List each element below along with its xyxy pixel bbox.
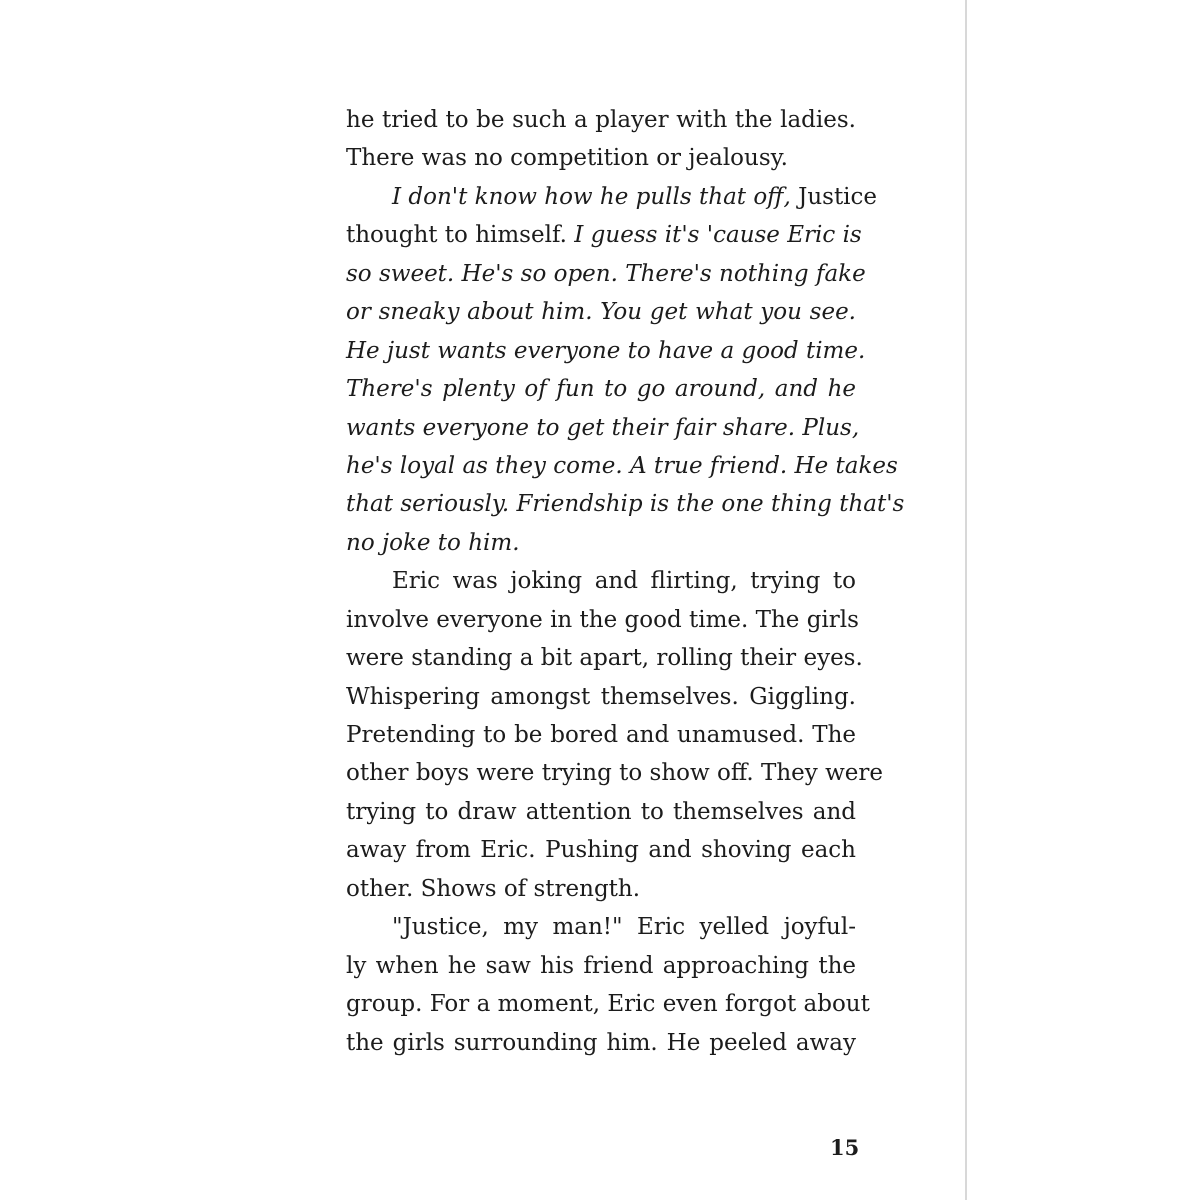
italic-text: wants everyone to get their fair share. Plus, <box>346 414 860 441</box>
text-line <box>346 678 856 716</box>
text-line <box>346 716 856 754</box>
text-line <box>346 601 859 639</box>
italic-text: he's loyal as they come. A true friend. He takes <box>346 452 898 479</box>
text-line <box>346 216 862 254</box>
italic-text: so sweet. He's so open. There's nothing fake <box>346 260 866 287</box>
italic-text: I guess it's 'cause Eric is <box>574 222 862 249</box>
text-line <box>346 255 866 293</box>
text-line <box>346 793 856 831</box>
text-segment: Pretending to be bored and unamused. The <box>346 722 856 748</box>
text-line <box>346 409 860 447</box>
page-number: 15 <box>830 1135 860 1160</box>
text-segment: thought to himself. <box>346 222 575 249</box>
text-line <box>346 562 856 600</box>
text-segment: involve everyone in the good time. The girls <box>346 606 859 633</box>
body-text <box>346 101 905 1062</box>
text-line <box>346 870 856 908</box>
right-margin <box>967 0 1200 1200</box>
text-segment: "Justice, my man!" Eric yelled joyful- <box>392 914 856 941</box>
text-line <box>346 524 856 562</box>
text-segment: Whispering amongst themselves. Giggling. <box>346 683 856 710</box>
text-line <box>346 1024 856 1062</box>
text-line <box>346 332 866 370</box>
text-line <box>346 485 905 523</box>
text-segment: the girls surrounding him. He peeled away <box>346 1029 856 1056</box>
text-segment: away from Eric. Pushing and shoving each <box>346 837 856 864</box>
text-line <box>346 178 878 216</box>
text-segment: Eric was joking and flirting, trying to <box>392 568 856 595</box>
text-segment: he tried to be such a player with the ladies. <box>346 107 856 133</box>
text-line <box>346 639 863 677</box>
italic-text: that seriously. Friendship is the one thing that's <box>346 491 905 518</box>
text-segment: There was no competition or jealousy. <box>346 145 788 172</box>
text-segment: other boys were trying to show off. They were <box>346 760 883 787</box>
text-line <box>346 831 856 869</box>
text-segment: other. Shows of strength. <box>346 875 641 902</box>
text-line <box>346 947 856 985</box>
text-line <box>346 985 870 1023</box>
italic-text: or sneaky about him. You get what you see. <box>346 299 856 326</box>
text-line <box>346 370 856 408</box>
text-segment: ly when he saw his friend approaching the <box>346 952 856 979</box>
italic-text: He just wants everyone to have a good time. <box>346 337 866 364</box>
text-line <box>346 101 856 139</box>
italic-text: no joke to him. <box>346 529 520 556</box>
text-line <box>346 293 856 331</box>
text-line <box>346 908 856 946</box>
text-segment: were standing a bit apart, rolling their eyes. <box>346 645 863 672</box>
text-line <box>346 754 883 792</box>
text-segment: group. For a moment, Eric even forgot about <box>346 991 870 1018</box>
italic-text: I don't know how he pulls that off, <box>392 183 791 210</box>
italic-text: There's plenty of fun to go around, and he <box>346 376 856 403</box>
text-segment: Justice <box>790 183 878 210</box>
text-segment: trying to draw attention to themselves and <box>346 798 856 825</box>
text-line <box>346 139 856 177</box>
text-line <box>346 447 898 485</box>
